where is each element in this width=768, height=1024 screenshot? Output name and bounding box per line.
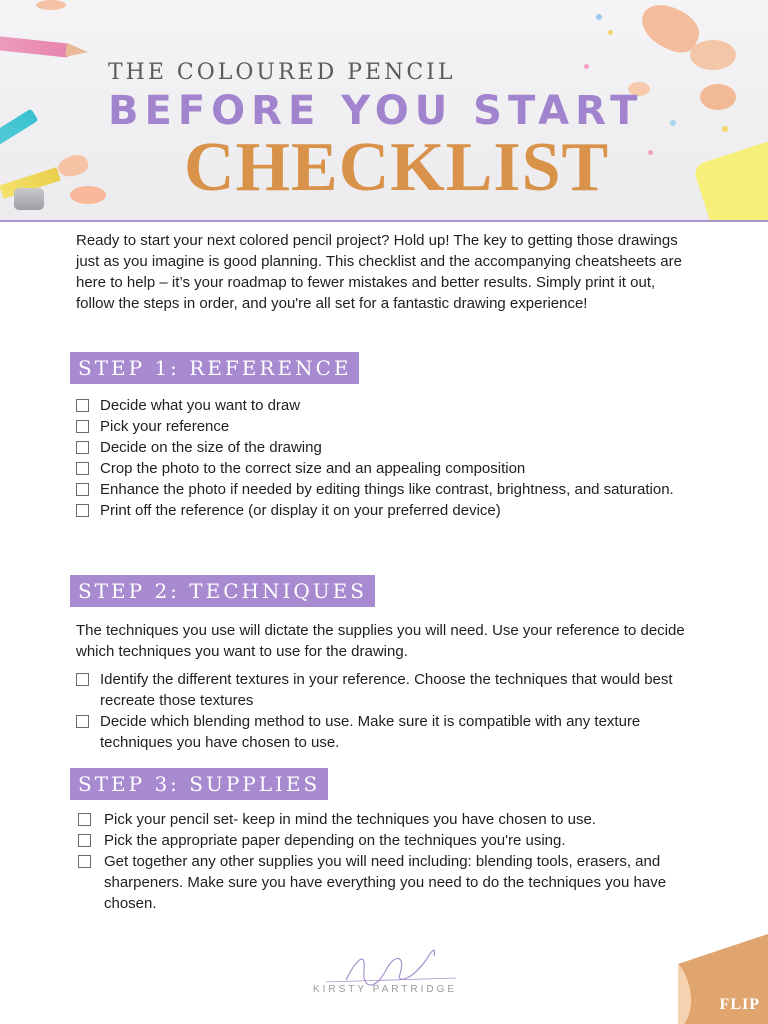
checkbox[interactable] — [76, 399, 89, 412]
step1-checklist — [76, 395, 706, 521]
confetti-dot — [670, 120, 676, 126]
checkbox[interactable] — [76, 462, 89, 475]
header-banner — [0, 0, 768, 222]
step2-checklist — [76, 669, 706, 753]
checklist-item — [76, 500, 706, 521]
checklist-item-label: Enhance the photo if needed by editing things like contrast, brightness, and saturation. — [100, 481, 674, 498]
confetti-dot — [584, 64, 589, 69]
checklist-item-label: Decide on the size of the drawing — [100, 439, 322, 456]
checklist-item-label: Get together any other supplies you will need including: blending tools, erasers, and sharpeners. Make sure you have everything you need to do the techniques you have chosen. — [104, 853, 667, 912]
step3-heading: STEP 3: SUPPLIES — [70, 768, 328, 800]
checkbox[interactable] — [78, 855, 91, 868]
checklist-item-label: Decide which blending method to use. Make sure it is compatible with any texture techniques you have chosen to use. — [100, 713, 641, 751]
pencil-shaving-decoration — [36, 0, 66, 10]
checkbox[interactable] — [76, 673, 89, 686]
pencil-shaving-decoration — [690, 40, 736, 70]
step2-description: The techniques you use will dictate the supplies you will need. Use your reference to decide which techniques you want to use for the drawing. — [76, 622, 685, 660]
signature-name: KIRSTY PARTRIDGE — [312, 984, 458, 995]
step3-checklist — [76, 809, 706, 914]
cyan-pencil-decoration — [0, 109, 38, 158]
checklist-item-label: Decide what you want to draw — [100, 397, 301, 414]
pencil-shaving-decoration — [70, 186, 106, 204]
confetti-dot — [608, 30, 613, 35]
checkbox[interactable] — [76, 504, 89, 517]
pink-pencil-decoration — [0, 32, 70, 57]
yellow-paper-decoration — [692, 138, 768, 222]
checklist-item-label: Pick your reference — [100, 418, 230, 435]
pencil-shaving-decoration — [55, 151, 90, 180]
checklist-item-label: Identify the different textures in your reference. Choose the techniques that would best recreate those textures — [100, 671, 673, 709]
pencil-tip-decoration — [65, 43, 88, 59]
checkbox[interactable] — [78, 813, 91, 826]
checkbox[interactable] — [76, 420, 89, 433]
sharpener-decoration — [14, 188, 44, 210]
checklist-item-label: Print off the reference (or display it on your preferred device) — [100, 502, 501, 519]
confetti-dot — [722, 126, 728, 132]
header-title-line1: BEFORE YOU START — [108, 88, 644, 134]
checklist-item-label: Pick the appropriate paper depending on the techniques you're using. — [104, 832, 566, 849]
header-title-line2: CHECKLIST — [184, 129, 610, 206]
checklist-item — [76, 479, 706, 500]
checklist-item — [76, 830, 706, 851]
intro-paragraph: Ready to start your next colored pencil project? Hold up! The key to getting those drawings just as you imagine is good planning. This checklist and the accompanying cheatsheets are here to help – it’s your roadmap to fewer mistakes and better results. Simply print it out, follow the steps in order, and you're all set for a fantastic drawing experience! — [76, 232, 682, 312]
checklist-item — [76, 669, 706, 711]
step2-heading: STEP 2: TECHNIQUES — [70, 575, 375, 607]
checklist-item — [76, 395, 706, 416]
pencil-shaving-decoration — [700, 84, 736, 110]
step1-heading: STEP 1: REFERENCE — [70, 352, 359, 384]
checklist-item — [76, 458, 706, 479]
checklist-item-label: Pick your pencil set- keep in mind the techniques you have chosen to use. — [104, 811, 596, 828]
checklist-item — [76, 437, 706, 458]
checklist-item — [76, 809, 706, 830]
checkbox[interactable] — [76, 483, 89, 496]
confetti-dot — [648, 150, 653, 155]
checkbox[interactable] — [76, 715, 89, 728]
checkbox[interactable] — [78, 834, 91, 847]
confetti-dot — [596, 14, 602, 20]
checklist-item — [76, 416, 706, 437]
checklist-item — [76, 851, 706, 914]
flip-label[interactable]: FLIP — [719, 996, 760, 1013]
checklist-item — [76, 711, 706, 753]
checklist-item-label: Crop the photo to the correct size and an appealing composition — [100, 460, 526, 477]
header-subtitle: THE COLOURED PENCIL — [108, 60, 456, 85]
checkbox[interactable] — [76, 441, 89, 454]
